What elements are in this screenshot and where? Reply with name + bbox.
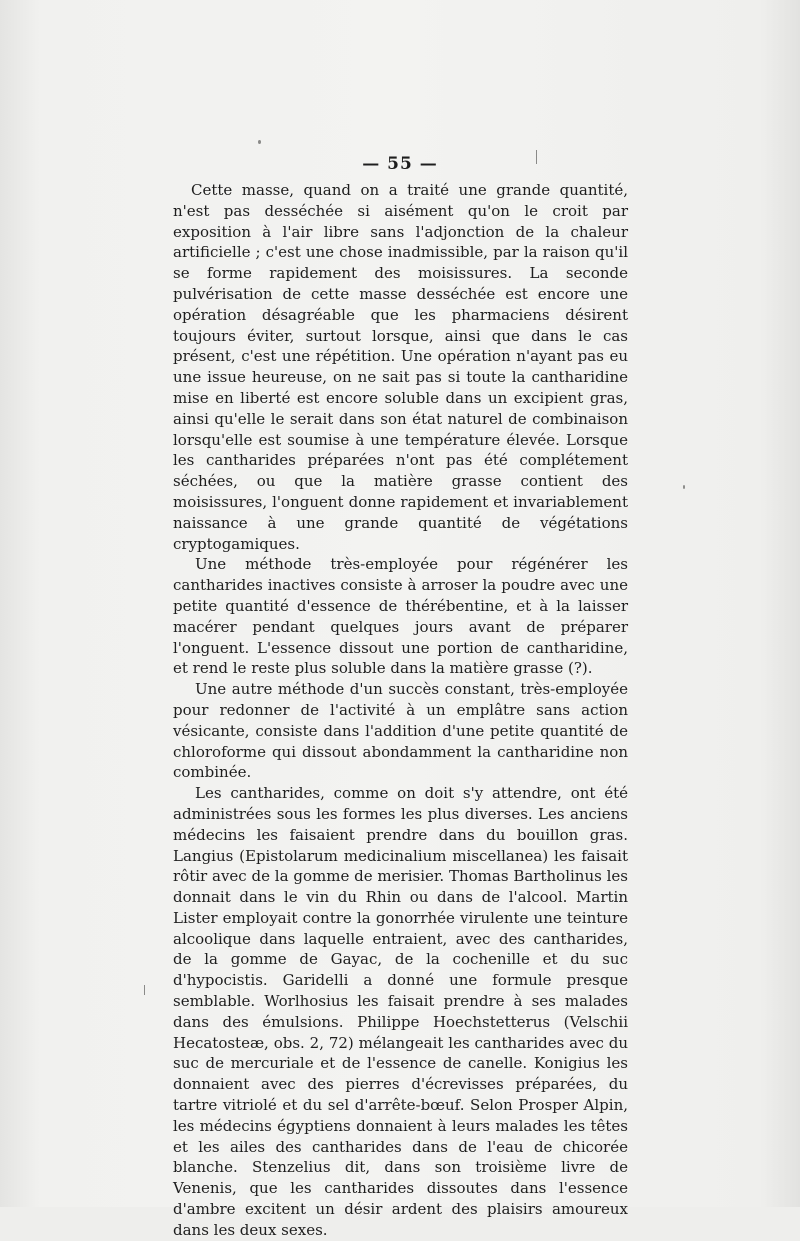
page-number: — 55 — xyxy=(362,154,438,174)
body-text xyxy=(173,180,628,1241)
paper-speck xyxy=(144,985,145,995)
paper-speck xyxy=(258,140,261,144)
paragraph: Cette masse, quand on a traité une grande quantité, n'est pas desséchée si aisément qu'on le croit par exposition à l'air libre sans l'adjonction de la chaleur artificielle ; c'est une chose inadmissible, par la raison qu'il se forme rapidement des moisissures. La seconde pulvérisation de cette masse desséchée est encore une opération désagréable que les pharmaciens désirent toujours éviter, surtout lorsque, ainsi que dans le cas présent, c'est une répétition. Une opération n'ayant pas eu une issue heureuse, on ne sait pas si toute la cantharidine mise en liberté est encore soluble dans un excipient gras, ainsi qu'elle le serait dans son état naturel de combinaison lorsqu'elle est soumise à une température élevée. Lorsque les cantharides préparées n'ont pas été complétement séchées, ou que la matière grasse contient des moisissures, l'onguent donne rapidement et invariablement naissance à une grande quantité de végétations cryptogamiques. xyxy=(173,181,628,553)
paragraph: Une autre méthode d'un succès constant, très-employée pour redonner de l'activité à un emplâtre sans action vésicante, consiste dans l'addition d'une petite quantité de chloroforme qui dissout abondamment la cantharidine non combinée. xyxy=(173,680,628,782)
paper-speck xyxy=(536,150,537,164)
paragraph: Les cantharides, comme on doit s'y attendre, ont été administrées sous les formes les plus diverses. Les anciens médecins les faisaient prendre dans du bouillon gras. Langius (Epistolarum medicinalium miscellanea) les faisait rôtir avec de la gomme de merisier. Thomas Bartholinus les donnait dans le vin du Rhin ou dans de l'alcool. Martin Lister employait contre la gonorrhée virulente une teinture alcoolique dans laquelle entraient, avec des cantharides, de la gomme de Gayac, de la cochenille et du suc d'hypocistis. Garidelli a donné une formule presque semblable. Worlhosius les faisait prendre à ses malades dans des émulsions. Philippe Hoechstetterus (Velschii Hecatosteæ, obs. 2, 72) mélangeait les cantharides avec du suc de mercuriale et de l'essence de canelle. Konigius les donnaient avec des pierres d'écrevisses préparées, du tartre vitriolé et du sel d'arrête-bœuf. Selon Prosper Alpin, les médecins égyptiens donnaient à leurs malades les têtes et les ailes des cantharides dans de l'eau de chicorée blanche. Stenzelius dit, dans son troisième livre de Venenis, que les cantharides dissoutes dans l'essence d'ambre excitent un désir ardent des plaisirs amoureux dans les deux sexes. xyxy=(173,784,628,1239)
paper-speck xyxy=(683,485,685,489)
paragraph: Une méthode très-employée pour régénérer les cantharides inactives consiste à arroser la poudre avec une petite quantité d'essence de thérébentine, et à la laisser macérer pendant quelques jours avant de préparer l'onguent. L'essence dissout une portion de cantharidine, et rend le reste plus soluble dans la matière grasse (?). xyxy=(173,555,628,678)
